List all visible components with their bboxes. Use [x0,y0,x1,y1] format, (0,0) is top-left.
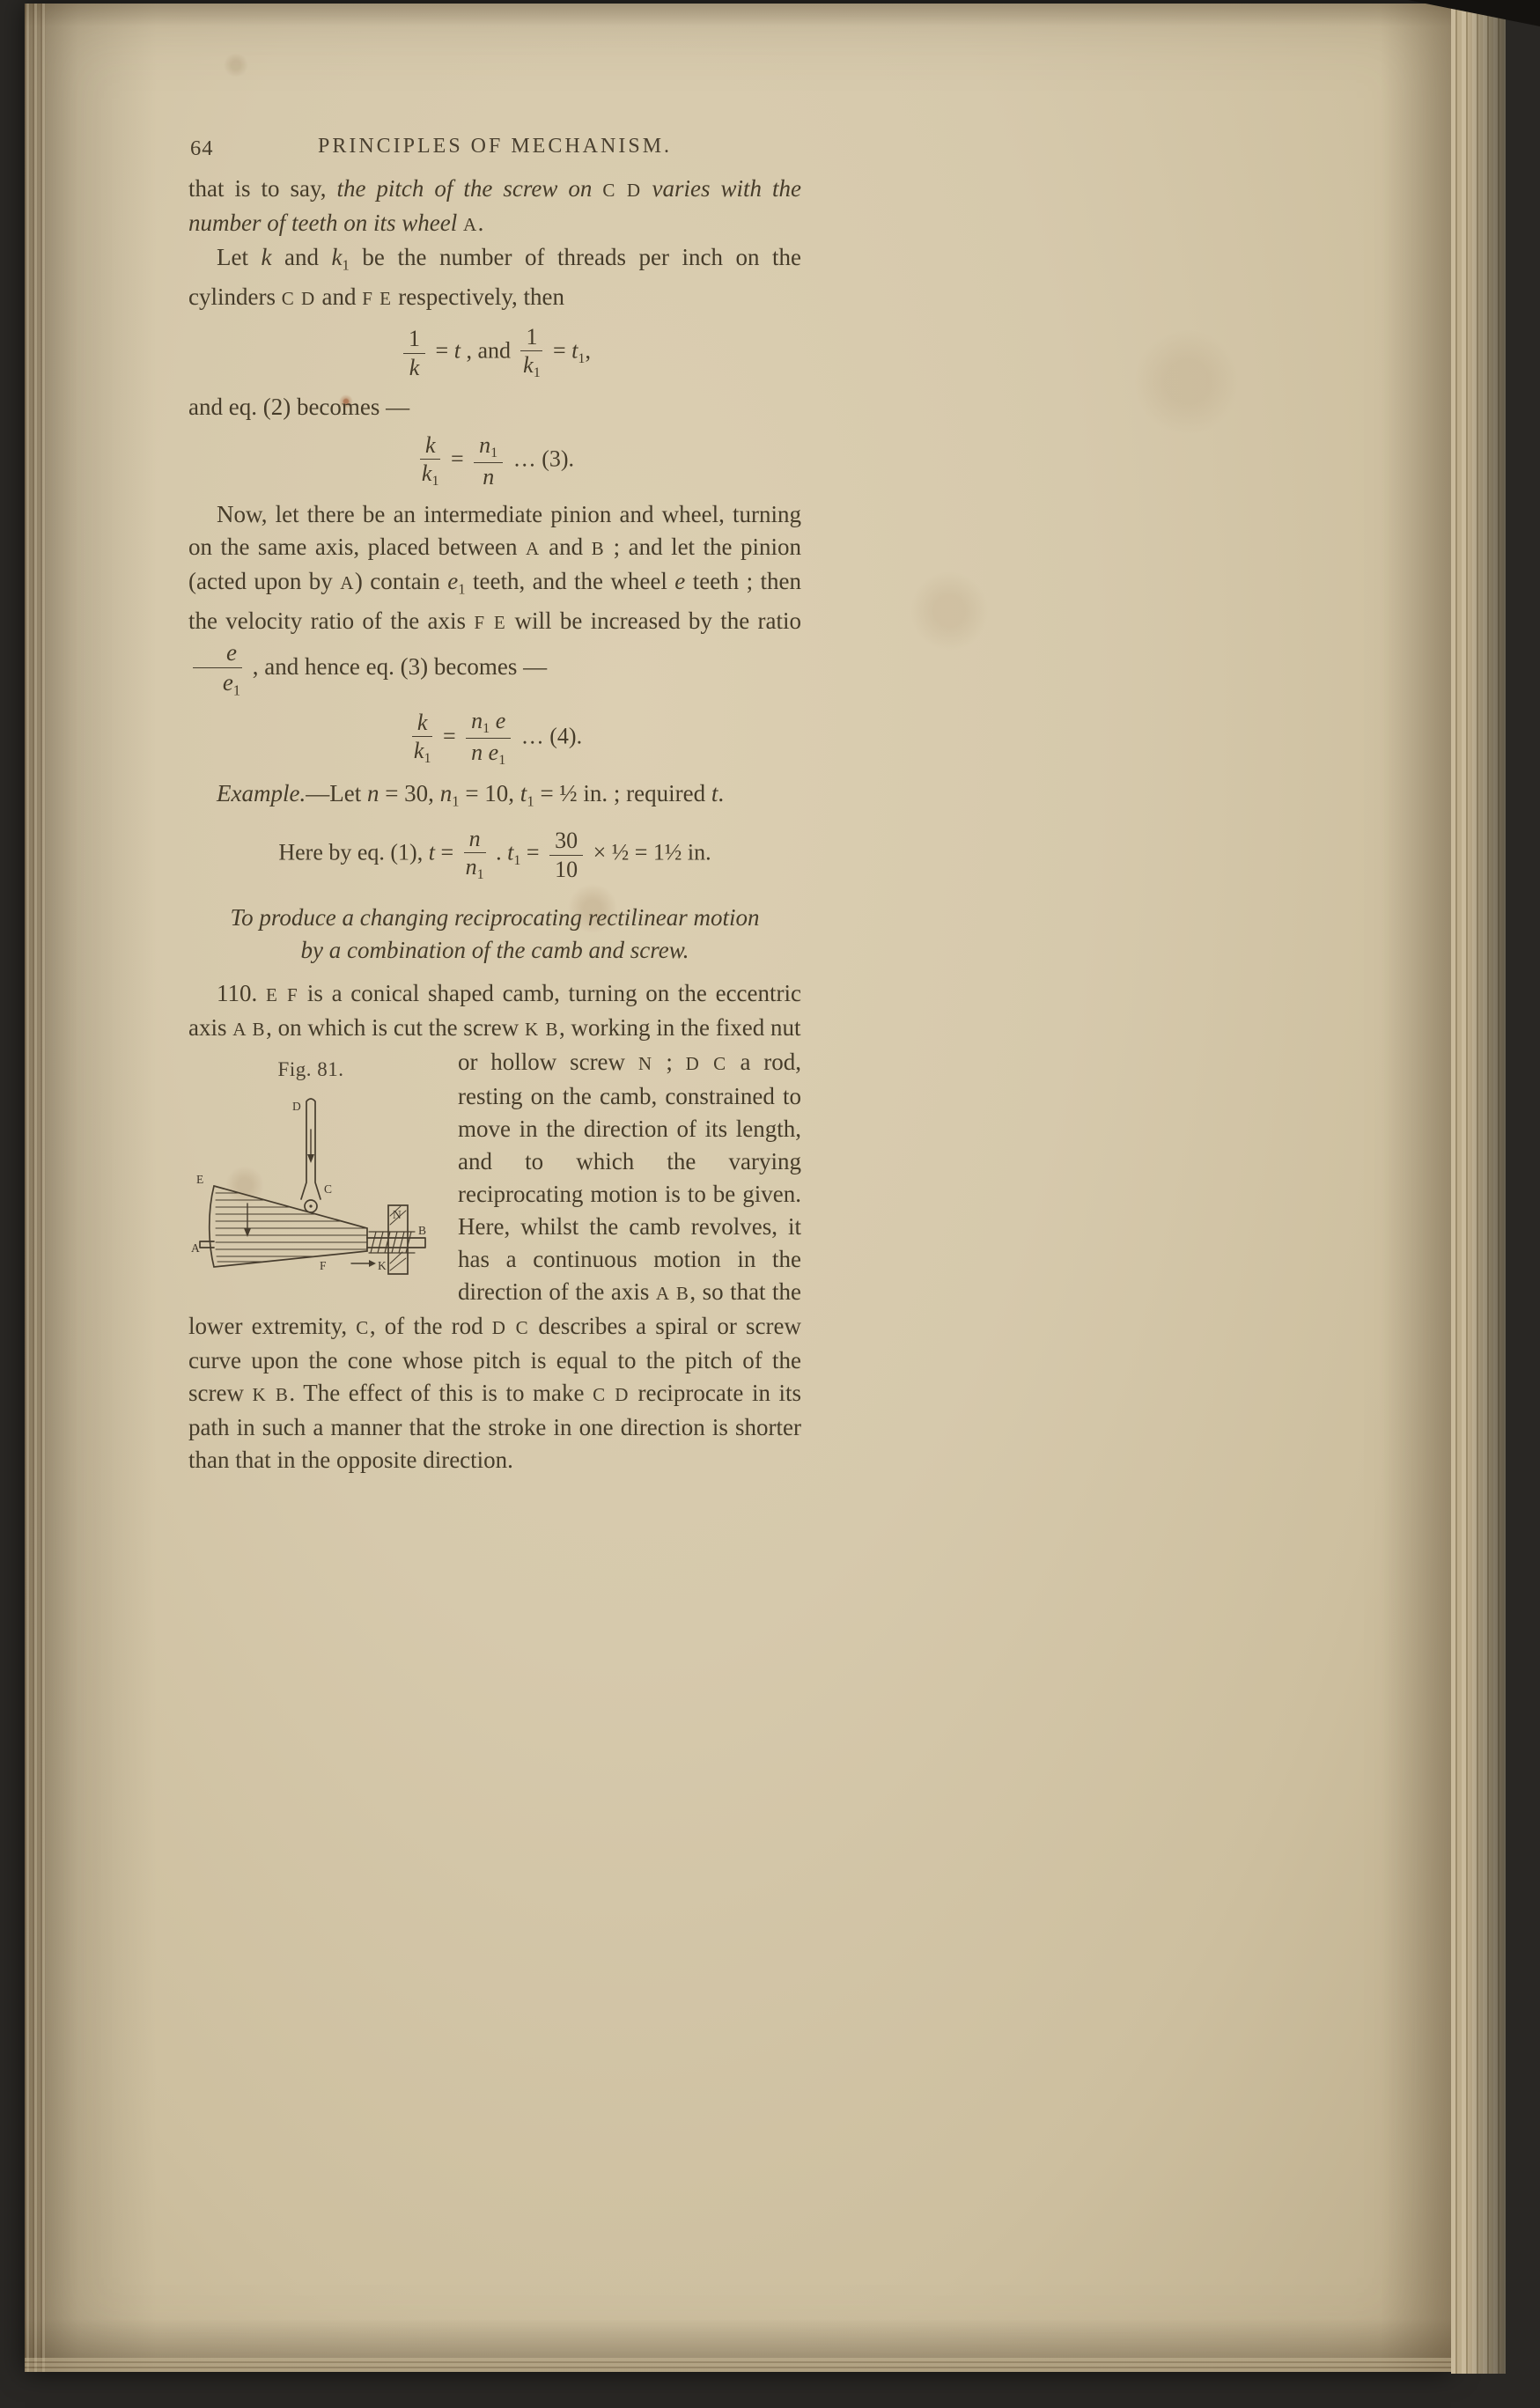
figure-labels [191,1100,426,1272]
equation-example-result: Here by eq. (1), t = $\frac{n}{n_1}$ . $t_1$ = $\frac{30}{10}$ × ½ = 1½ in. [278,826,711,883]
page-header [188,130,801,158]
equation-4: $\frac{k}{k_1}$ = $\frac{n_1 e}{n e_1}$ … (4). [413,707,583,768]
section-heading-line2: by a combination of the camb and screw. [300,936,689,963]
label-e: E [196,1172,204,1186]
page-stack-edges [1451,2,1506,2374]
rod-arrowhead [307,1154,314,1163]
section-heading [188,902,801,967]
label-a: A [191,1241,200,1255]
book-page [25,4,1451,2372]
paragraph-110-text: or hollow screw N ; D C a rod, resting on the camb, constrained to move in the direction of its length, and to which the varying reciprocating motion is to be given. Here, whilst the camb revolves, it has a continuous motion in the direction of the axis A B, so that the lower extremity, C, of the rod D C describes a spiral or screw curve upon the cone whose pitch is equal to the pitch of the screw K B. The effect of this is to make C D reciprocate in its path in such a manner that the stroke in one direction is shorter than that in the opposite direction. [188,1048,802,1473]
paragraph-eq2-becomes: and eq. (2) becomes — [188,393,410,420]
equation-pitch: $\frac{1}{k}$ = t , and $\frac{1}{k_1}$ = $t_1$, [188,324,801,381]
roller-pin [309,1204,312,1207]
paragraph-110-body [188,1046,801,1476]
paragraph-continuation: that is to say, the pitch of the screw on C D varies with the number of teeth on its wheel A. [188,175,802,236]
cone-hatching [216,1193,367,1262]
page-number: 64 [190,136,214,160]
label-f: F [320,1258,327,1272]
label-c: C [324,1182,333,1196]
figure-81 [187,1053,435,1281]
paragraph-intermediate-pinion: Now, let there be an intermediate pinion and wheel, turning on the same axis, placed between A and B ; and let the pinion (acted upon by A) contain $e_1$ teeth, and the wheel e teeth ; then the velocity ratio of the axis F E will be increased by the ratio $\frac{e}{e_1}$ , and hence eq. (3) becomes — [188,500,801,698]
page-content [188,4,801,1476]
paragraph-example: Example.—Let n = 30, $n_1 = 10$, $t_1$ = ½ in. ; required t. [217,780,725,810]
section-heading-line1: To produce a changing reciprocating rectilinear motion [230,903,760,931]
running-header: PRINCIPLES OF MECHANISM. [317,135,673,158]
bottom-page-edges [25,2358,1451,2372]
figure-81-drawing [191,1094,431,1281]
camb-cone-outline [210,1186,367,1267]
paragraph-110-intro: 110. E F is a conical shaped camb, turning on the eccentric axis A B, on which is cut the screw K B, working in the fixed nut [188,979,802,1041]
shaft-b [367,1238,425,1248]
equation-3: $\frac{k}{k_1}$ = $\frac{n_1}{n}$ … (3). [421,431,575,490]
label-b: B [418,1223,427,1237]
binding-gutter-edges [25,4,46,2372]
k-arrowhead [369,1260,376,1267]
label-n: N [393,1207,402,1221]
paragraph-let-k: Let k and $k_1$ be the number of threads per inch on the cylinders C D and F E respectively, then [188,244,802,311]
figure-caption: Fig. 81. [277,1057,344,1080]
label-d: D [292,1099,301,1113]
label-k: K [378,1258,387,1272]
shaft-a-stub [200,1241,214,1248]
